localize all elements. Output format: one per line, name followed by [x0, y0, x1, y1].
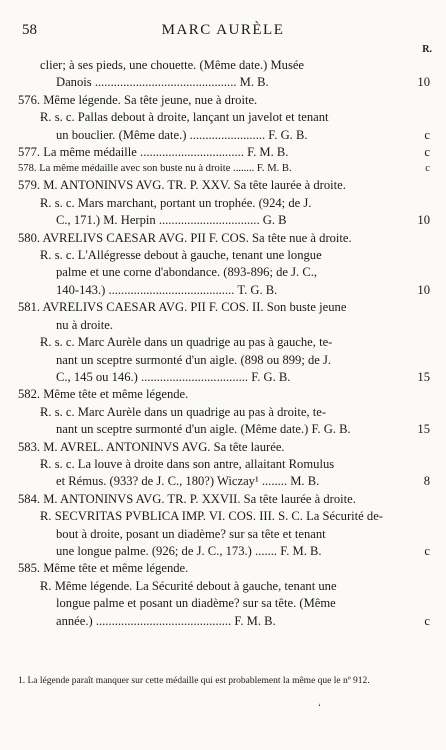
rarity-value: c	[424, 613, 430, 628]
entry-line: palme et une corne d'abondance. (893-896; de J. C.,	[56, 265, 318, 280]
catalogue-entry	[18, 299, 430, 334]
entry-line: 577. La même médaille ................................. F. M. B.	[18, 145, 289, 160]
rarity-value: c	[424, 127, 430, 142]
catalogue-entry	[18, 92, 430, 109]
catalogue-entry	[18, 230, 430, 247]
catalogue-body	[18, 57, 430, 630]
entry-line: Ɍ. Même légende. La Sécurité debout à gauche, tenant une	[40, 578, 337, 593]
entry-line: C., 171.) M. Herpin ................................ G. B	[56, 213, 287, 228]
catalogue-entry	[18, 177, 430, 194]
entry-line: nu à droite.	[56, 317, 114, 332]
entry-line: 585. Même tête et même légende.	[18, 561, 189, 576]
catalogue-entry	[18, 404, 430, 439]
catalogue-entry	[18, 491, 430, 508]
catalogue-entry	[18, 161, 430, 177]
entry-line: 140-143.) ........................................ T. G. B.	[56, 282, 278, 297]
rarity-value: 8	[423, 474, 430, 489]
catalogue-entry	[18, 109, 430, 144]
entry-line: clier; à ses pieds, une chouette. (Même date.) Musée	[40, 58, 305, 72]
entry-line: un bouclier. (Même date.) ........................ F. G. B.	[56, 127, 308, 142]
catalogue-entry	[18, 508, 430, 560]
catalogue-entry	[18, 439, 430, 456]
entry-line: Danois ............................................. M. B.	[56, 75, 269, 90]
entry-line: C., 145 ou 146.) .................................. F. G. B.	[56, 369, 291, 384]
entry-line: année.) ........................................... F. M. B.	[56, 613, 276, 628]
entry-line: nant un sceptre surmonté d'un aigle. (Même date.) F. G. B.	[56, 422, 351, 437]
rarity-value: 10	[417, 213, 430, 228]
entry-line: 576. Même légende. Sa tête jeune, nue à droite.	[18, 92, 258, 107]
entry-line: 579. M. ANTONINVS AVG. TR. P. XXV. Sa tête laurée à droite.	[18, 178, 346, 193]
rarity-value: c	[424, 543, 430, 558]
rarity-value: c	[424, 145, 430, 160]
entry-line: 582. Même tête et même légende.	[18, 387, 189, 402]
rarity-value: 15	[417, 422, 430, 437]
entry-line: et Rémus. (933? de J. C., 180?) Wiczay¹ ........ M. B.	[56, 474, 320, 489]
rarity-value: 10	[417, 282, 430, 297]
entry-line: 584. M. ANTONINVS AVG. TR. P. XXVII. Sa tête laurée à droite.	[18, 491, 356, 506]
catalogue-entry	[18, 195, 430, 230]
entry-line: 580. AVRELIVS CAESAR AVG. PII F. COS. Sa tête nue à droite.	[18, 230, 352, 245]
entry-line: nant un sceptre surmonté d'un aigle. (898 ou 899; de J.	[56, 352, 332, 367]
entry-line: Ɍ. s. c. Marc Aurèle dans un quadrige au pas à droite, te-	[40, 404, 327, 419]
catalogue-entry	[18, 456, 430, 491]
catalogue-entry	[18, 560, 430, 577]
page-number: 58	[22, 22, 37, 38]
entry-line: 581. AVRELIVS CAESAR AVG. PII F. COS. II. Son buste jeune	[18, 300, 347, 315]
entry-line: Ɍ. s. c. Mars marchant, portant un trophée. (924; de J.	[40, 195, 312, 210]
catalogue-entry	[18, 386, 430, 403]
entry-line: 583. M. AVREL. ANTONINVS AVG. Sa tête laurée.	[18, 439, 285, 454]
rarity-value: 15	[417, 369, 430, 384]
catalogue-entry	[18, 144, 430, 161]
rarity-value: c	[425, 163, 430, 175]
entry-line: Ɍ. s. c. Marc Aurèle dans un quadrige au pas à gauche, te-	[40, 335, 333, 350]
entry-line: bout à droite, posant un diadème? sur sa tête et tenant	[56, 526, 326, 541]
entry-line: une longue palme. (926; de J. C., 173.) ....... F. M. B.	[56, 543, 322, 558]
rarity-value: 10	[417, 75, 430, 90]
entry-line: Ɍ. s. c. L'Allégresse debout à gauche, tenant une longue	[40, 248, 322, 263]
entry-line: longue palme et posant un diadème? sur sa tête. (Même	[56, 596, 336, 611]
stray-mark: ʻ	[318, 702, 321, 712]
catalogue-entry	[18, 247, 430, 299]
entry-line: Ɍ. s. c. La louve à droite dans son antre, allaitant Romulus	[40, 456, 335, 471]
running-head: MARC AURÈLE	[161, 22, 285, 38]
entry-line: Ɍ. SECVRITAS PVBLICA IMP. VI. COS. III. S. C. La Sécurité de-	[40, 509, 383, 524]
rarity-column-head: R.	[422, 44, 432, 55]
catalogue-entry	[18, 57, 430, 92]
entry-line: Ɍ. s. c. Pallas debout à droite, lançant un javelot et tenant	[40, 110, 329, 125]
catalogue-entry	[18, 334, 430, 386]
footnote: 1. La légende paraît manquer sur cette médaille qui est probablement la même que le nº 912.	[18, 676, 370, 686]
entry-line: 578. La même médaille avec son buste nu à droite ........ F. M. B.	[18, 163, 292, 175]
catalogue-entry	[18, 578, 430, 630]
